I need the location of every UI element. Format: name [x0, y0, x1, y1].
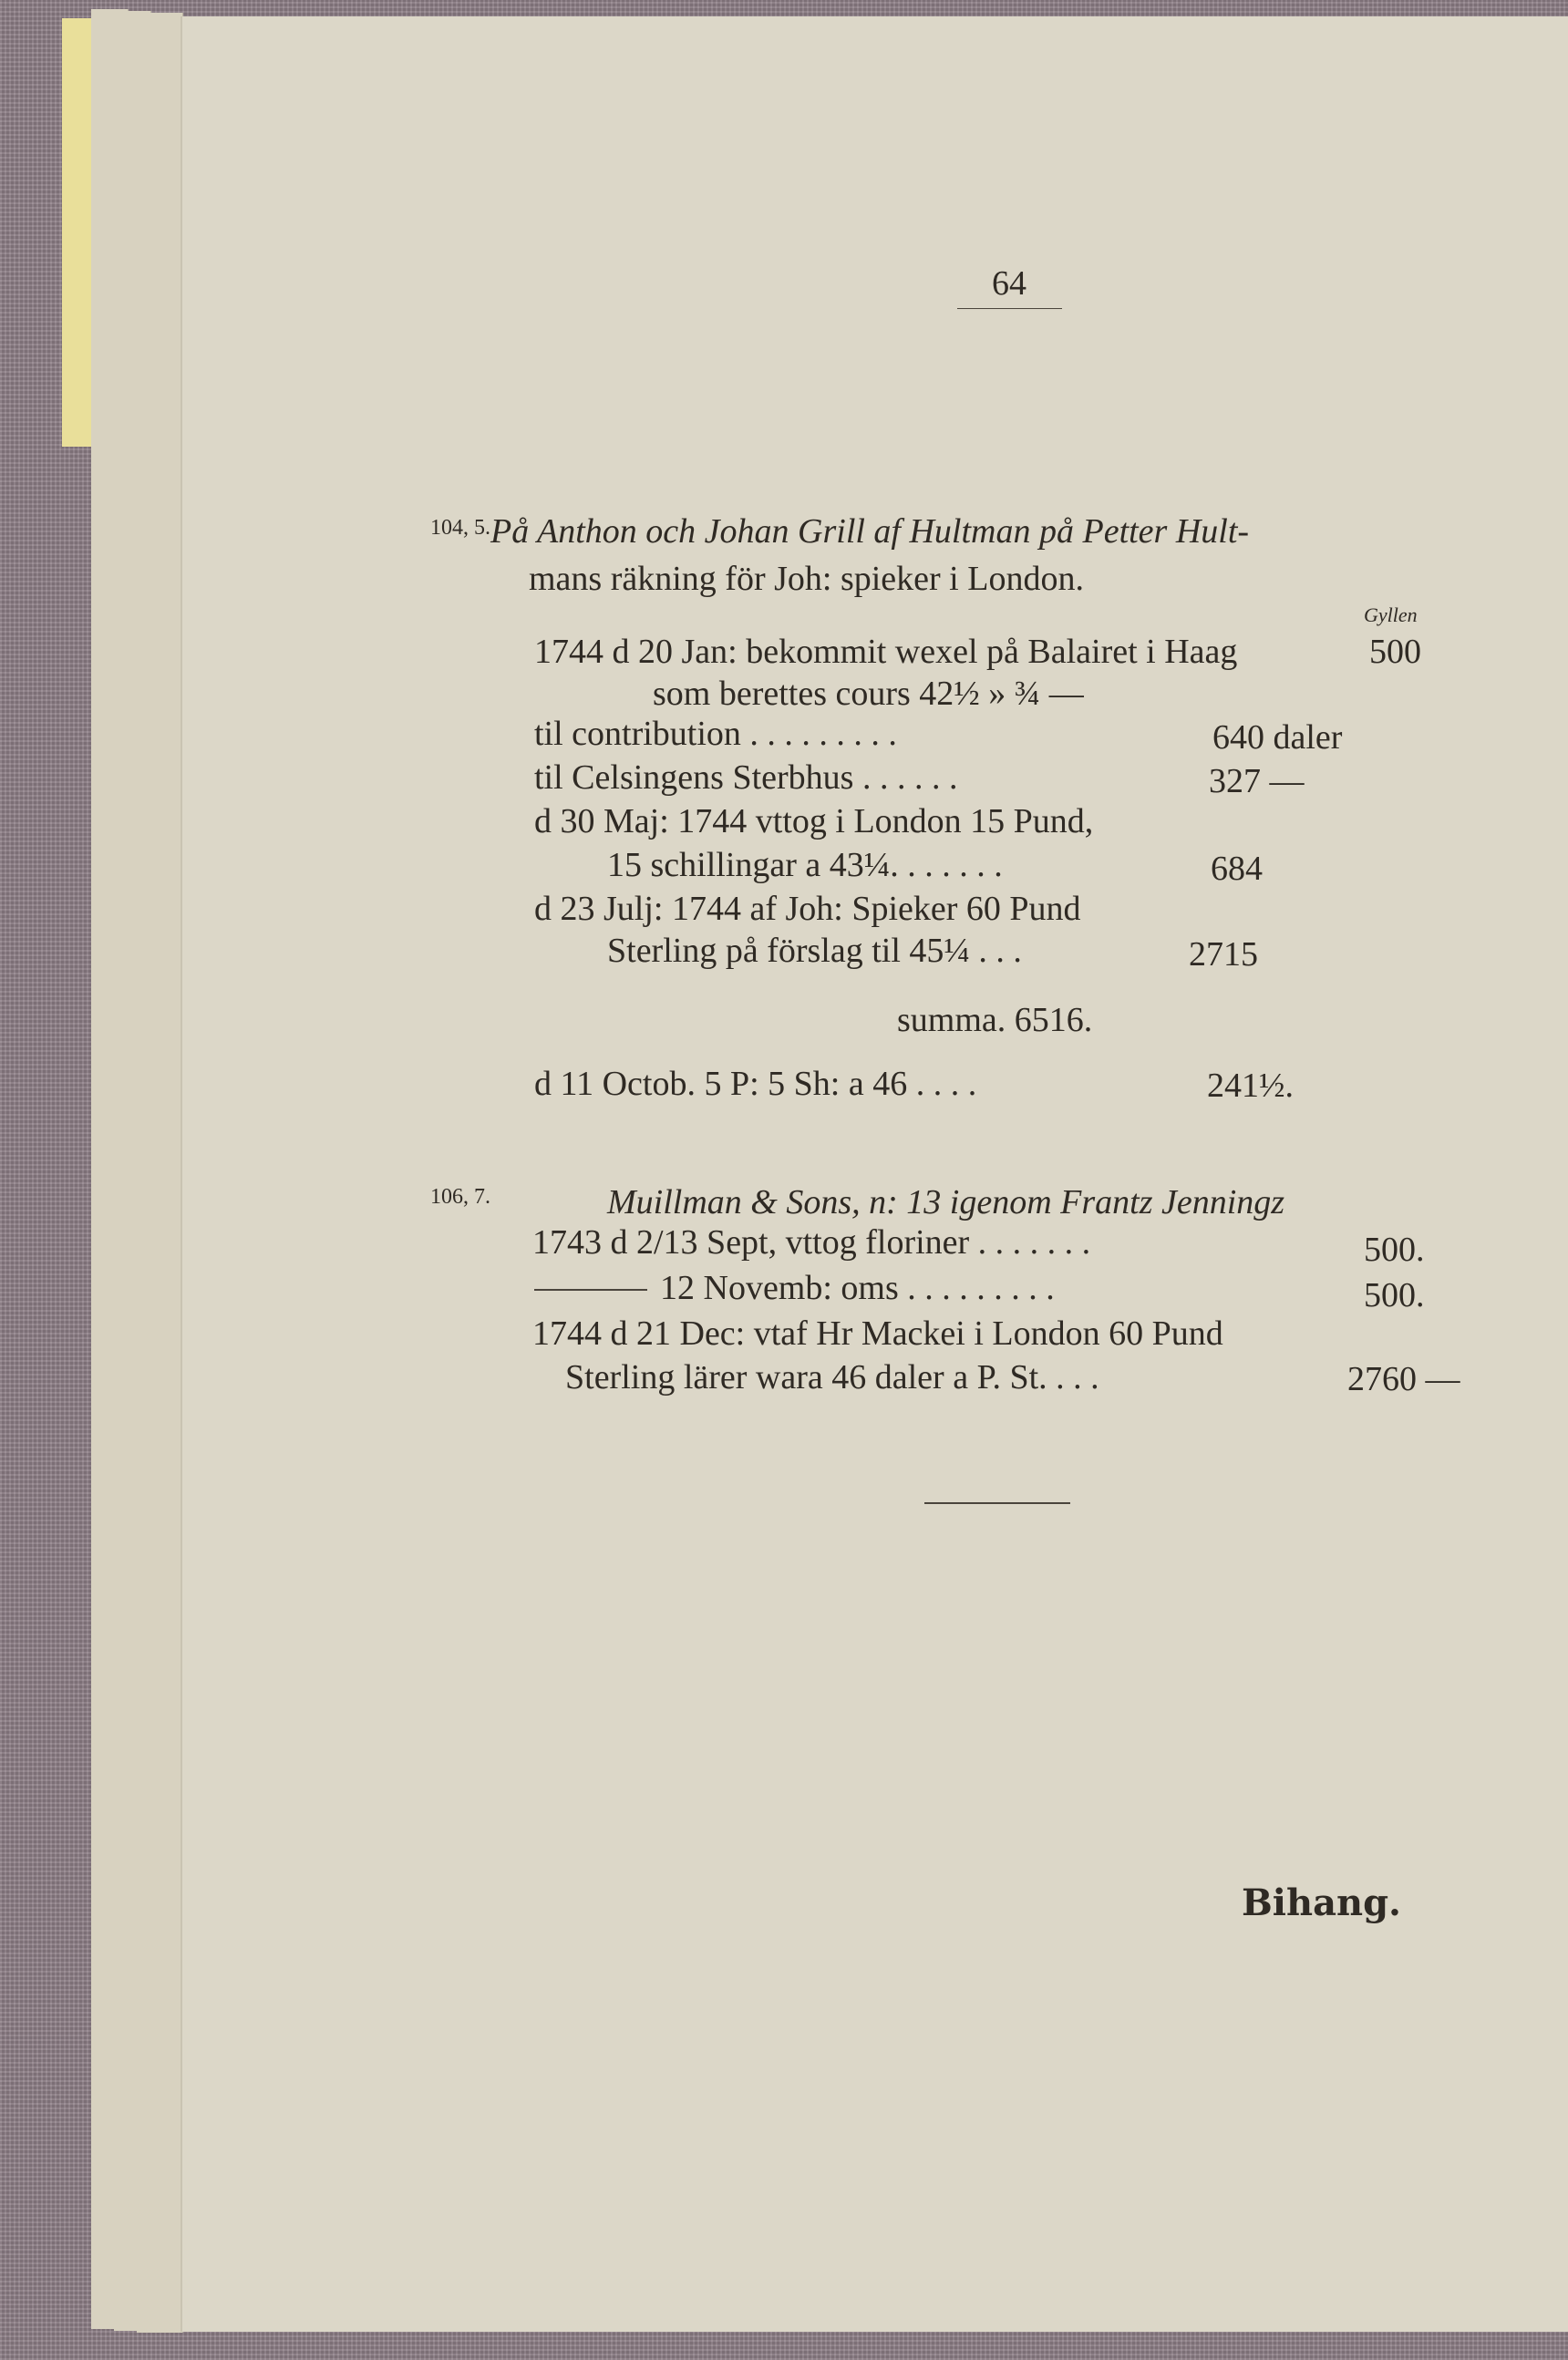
currency-header: Gyllen [1364, 603, 1418, 626]
spine-label-strip [62, 18, 93, 447]
entry1-title-line2: mans räkning för Joh: spieker i London. [529, 560, 1084, 598]
entry1-amount-4: 327 — [1209, 762, 1305, 800]
entry2-line-1: 1743 d 2/13 Sept, vttog floriner . . . . . . . [532, 1223, 1091, 1262]
entry1-line-2: som berettes cours 42½ » ¾ — [653, 675, 1084, 713]
entry1-line-1: 1744 d 20 Jan: bekommit wexel på Balairet i Haag [534, 633, 1238, 671]
entry1-line-7: d 23 Julj: 1744 af Joh: Spieker 60 Pund [534, 890, 1081, 928]
entry1-last-amount: 241½. [1207, 1067, 1294, 1105]
entry1-summa: summa. 6516. [897, 1001, 1093, 1039]
entry1-last-line: d 11 Octob. 5 P: 5 Sh: a 46 . . . . [534, 1065, 977, 1103]
section-end-rule [924, 1502, 1070, 1504]
book-page [182, 16, 1568, 2332]
entry2-title: Muillman & Sons, n: 13 igenom Frantz Jenningz [607, 1183, 1285, 1221]
entry1-line-6: 15 schillingar a 43¼. . . . . . . [607, 846, 1003, 884]
entry2-line-3: 1744 d 21 Dec: vtaf Hr Mackei i London 60 Pund [532, 1314, 1223, 1353]
page-edge [137, 13, 183, 2333]
entry2-amount-4: 2760 — [1347, 1360, 1460, 1398]
entry1-title-line1: På Anthon och Johan Grill af Hultman på Petter Hult- [490, 512, 1250, 551]
entry1-amount-3: 640 daler [1212, 718, 1343, 757]
page-number: 64 [992, 264, 1026, 303]
entry1-ref: 104, 5. [430, 516, 490, 540]
entry1-line-8: Sterling på förslag til 45¼ . . . [607, 932, 1022, 970]
entry1-amount-1: 500 [1369, 633, 1421, 671]
ditto-rule [534, 1289, 647, 1291]
entry1-line-4: til Celsingens Sterbhus . . . . . . [534, 758, 958, 797]
entry1-amount-8: 2715 [1189, 935, 1258, 974]
entry1-line-5: d 30 Maj: 1744 vttog i London 15 Pund, [534, 802, 1094, 840]
appendix-heading: Bihang. [1242, 1881, 1401, 1924]
entry2-line-2: 12 Novemb: oms . . . . . . . . . [660, 1269, 1055, 1307]
page-number-rule [957, 308, 1062, 309]
entry2-ref: 106, 7. [430, 1185, 490, 1209]
entry2-line-4: Sterling lärer wara 46 daler a P. St. . . . [565, 1358, 1099, 1396]
entry2-amount-1: 500. [1364, 1231, 1425, 1269]
entry2-amount-2: 500. [1364, 1276, 1425, 1314]
entry1-amount-6: 684 [1211, 850, 1263, 888]
entry1-line-3: til contribution . . . . . . . . . [534, 715, 897, 753]
